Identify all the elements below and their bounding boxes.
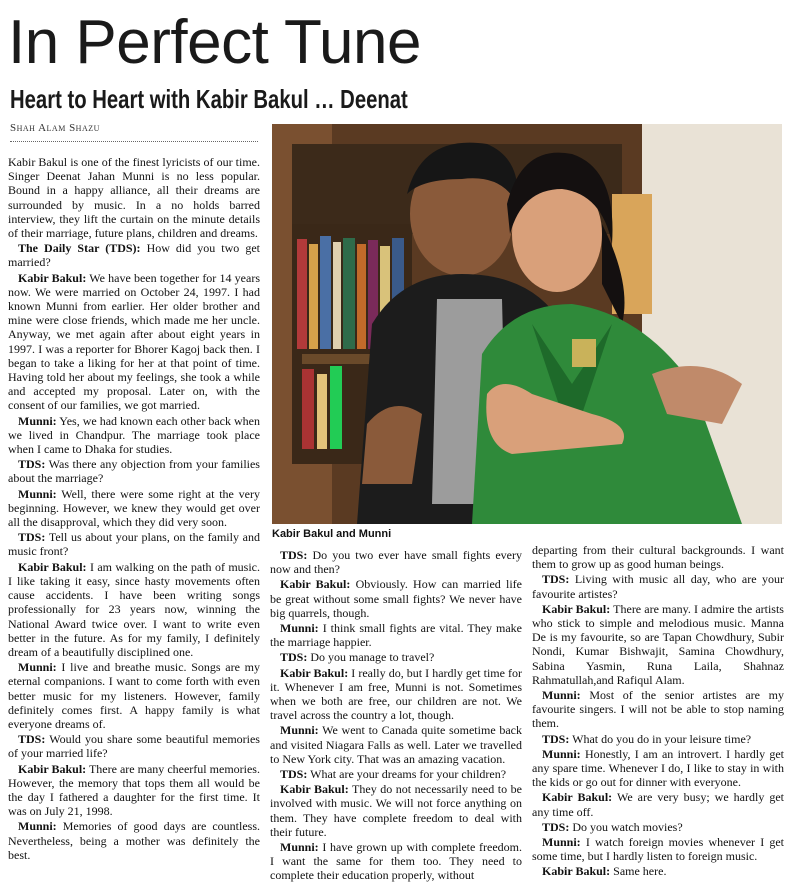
speaker-label: TDS: — [542, 731, 570, 746]
paragraph-text: How did you two get married? — [8, 241, 260, 270]
speaker-label: Munni: — [542, 835, 581, 850]
paragraph — [8, 732, 260, 760]
paragraph — [270, 723, 522, 766]
paragraph — [8, 414, 260, 457]
paragraph-text: They do not necessarily need to be involved with music. We will not force anything on them. They have complete freedom to deal with their future. — [270, 782, 522, 839]
speaker-label: Munni: — [280, 621, 319, 636]
paragraph-text: I think small fights are vital. They make the marriage happier. — [270, 621, 523, 650]
paragraph — [8, 457, 260, 485]
paragraph-text: Memories of good days are countless. Nevertheless, being a mother was definitely the best. — [8, 819, 260, 862]
speaker-label: TDS: — [18, 457, 46, 472]
paragraph — [532, 688, 784, 731]
article-column-2 — [270, 548, 522, 884]
article-column-3 — [532, 543, 784, 880]
speaker-label: Kabir Bakul: — [280, 577, 351, 592]
paragraph — [8, 487, 260, 530]
paragraph — [270, 782, 522, 839]
paragraph-text: Do you two ever have small fights every now and then? — [270, 548, 522, 577]
paragraph-text: There are many cheerful memories. However, the memory that tops them all would be the day I fathered a daughter for the first time. It was on July 21, 1998. — [8, 761, 260, 819]
paragraph-text: What do you do in your leisure time? — [572, 731, 752, 746]
paragraph-text: Obviously. How can married life be great without some small fights? We never have big quarrels, though. — [270, 577, 523, 620]
paragraph — [270, 577, 522, 620]
paragraph-text: Was there any objection from your families about the marriage? — [8, 457, 260, 486]
speaker-label: TDS: — [280, 548, 308, 562]
speaker-label: TDS: — [280, 650, 308, 665]
speaker-label: Munni: — [18, 486, 57, 501]
speaker-label: Munni: — [18, 413, 57, 428]
paragraph — [8, 530, 260, 558]
speaker-label: Kabir Bakul: — [18, 761, 87, 776]
photo-illustration — [272, 124, 782, 524]
paragraph — [532, 602, 784, 687]
paragraph — [270, 666, 522, 723]
paragraph — [270, 621, 522, 649]
paragraph — [8, 241, 260, 269]
paragraph — [270, 767, 522, 781]
speaker-label: Kabir Bakul: — [18, 559, 87, 574]
speaker-label: Kabir Bakul: — [542, 864, 611, 879]
paragraph — [532, 790, 784, 818]
subheadline: Heart to Heart with Kabir Bakul … Deenat — [10, 84, 408, 114]
paragraph-text: We went to Canada quite sometime back and visited Niagara Falls as well. Later we travelled to New York city. That was an amazing vacation. — [270, 723, 522, 766]
speaker-label: Kabir Bakul: — [542, 790, 613, 805]
speaker-label: Munni: — [18, 819, 57, 834]
speaker-label: Kabir Bakul: — [542, 601, 611, 616]
paragraph — [532, 747, 784, 790]
paragraph — [8, 155, 260, 240]
paragraph-text: I am walking on the path of music. I like taking it easy, since hasty movements often cause accidents. I have been writing songs professionally for 23 years now, winning the National Award twice over. I want to write even better in the future. As for my family, I definitely dream of a beautifully disciplined one. — [8, 559, 261, 659]
paragraph-text: Most of the senior artistes are my favourite singers. I will not be able to stop naming them. — [532, 688, 784, 731]
paragraph-text: Well, there were some right at the very beginning. However, we knew they would get over all the disapproval, which they did very soon. — [8, 486, 260, 530]
couple-photo — [272, 124, 782, 524]
paragraph — [532, 732, 784, 746]
speaker-label: Kabir Bakul: — [280, 665, 349, 680]
paragraph — [532, 572, 784, 600]
speaker-label: TDS: — [542, 819, 570, 834]
speaker-label: TDS: — [280, 767, 308, 782]
paragraph — [8, 271, 260, 413]
paragraph-text: Honestly, I am an introvert. I hardly get any spare time. Whenever I do, I like to stay in with the kids or go out for dinner with everyone. — [532, 746, 785, 790]
paragraph — [532, 864, 784, 878]
paragraph — [532, 835, 784, 863]
paragraph-text: I really do, but I hardly get time for it. Whenever I am free, Munni is not. Sometimes when we both are free, our children are not. We travel across the country a lot, though. — [270, 665, 523, 723]
photo-caption: Kabir Bakul and Munni — [272, 528, 392, 540]
headline: In Perfect Tune — [8, 8, 421, 77]
paragraph — [8, 660, 260, 731]
speaker-label: TDS: — [18, 732, 46, 747]
paragraph-text: I have grown up with complete freedom. I want the same for them too. They need to complete their education properly, without — [270, 840, 522, 883]
paragraph-text: I watch foreign movies whenever I get some time, but I hardly listen to foreign music. — [532, 835, 785, 864]
paragraph-text: Living with music all day, who are your favourite artistes? — [532, 572, 784, 601]
paragraph-text: We have been together for 14 years now. We were married on October 24, 1997. I had known Munni from earlier. Her older brother and mine were close friends, which made me her uncle. Anyway, we met again after about eight years in 1997. I was a reporter for Bhorer Kagoj back then. I began to take a liking for her at that point of time. Having told her about my feelings, she took a while and accepted my proposal. Later on, with the consent of our families, we got married. — [8, 270, 260, 413]
speaker-label: Munni: — [18, 660, 57, 675]
paragraph — [532, 820, 784, 834]
paragraph-text: Kabir Bakul is one of the finest lyricists of our time. Singer Deenat Jahan Munni is no less popular. Bound in a happy alliance, all their dreams are surrounded by music. In a no holds barred interview, they lift the curtain on the minute details of their marriage, future plans, children and dreams. — [8, 155, 260, 241]
speaker-label: TDS: — [18, 530, 46, 545]
paragraph-text: Yes, we had known each other back when we lived in Chandpur. The marriage took place when I came to Dhaka for studies. — [8, 413, 260, 457]
speaker-label: Munni: — [542, 688, 581, 703]
paragraph — [8, 762, 260, 819]
paragraph — [8, 819, 260, 862]
byline: Shah Alam Shazu — [10, 122, 100, 134]
paragraph-text: Would you share some beautiful memories of your married life? — [8, 732, 260, 761]
speaker-label: Munni: — [542, 746, 581, 761]
paragraph-text: Tell us about your plans, on the family and music front? — [8, 530, 260, 559]
speaker-label: TDS: — [542, 572, 570, 587]
speaker-label: Kabir Bakul: — [280, 782, 349, 797]
paragraph — [8, 560, 260, 659]
paragraph-text: There are many. I admire the artists who stick to simple and melodious music. Manna De is my favourite, so are Tapan Chowdhury, Subir Nondi, Kumar Bishwajit, Samina Chowdhury, Sabina Yasmin, Runa Laila, Shahnaz Rahmatullah,and Rafiqul Alam. — [532, 601, 784, 687]
paragraph — [532, 543, 784, 571]
paragraph-text: Do you manage to travel? — [310, 650, 435, 665]
paragraph-text: Same here. — [613, 864, 667, 879]
speaker-label: The Daily Star (TDS): — [18, 241, 141, 256]
speaker-label: Kabir Bakul: — [18, 270, 87, 285]
paragraph-text: Do you watch movies? — [572, 819, 683, 834]
speaker-label: Munni: — [280, 723, 319, 738]
article-column-1 — [8, 155, 260, 863]
paragraph-text: We are very busy; we hardly get any time off. — [532, 790, 784, 819]
byline-divider — [10, 141, 258, 142]
paragraph — [270, 650, 522, 664]
paragraph-text: departing from their cultural backgrounds. I want them to grow up as good human beings. — [532, 543, 784, 572]
paragraph-text: What are your dreams for your children? — [310, 767, 507, 782]
paragraph-text: I live and breathe music. Songs are my eternal companions. I want to come forth with even better music for my listeners. However, family definitely comes first. A happy family is what everyone dreams of. — [8, 660, 260, 731]
paragraph — [270, 548, 522, 576]
speaker-label: Munni: — [280, 840, 319, 855]
paragraph — [270, 840, 522, 883]
